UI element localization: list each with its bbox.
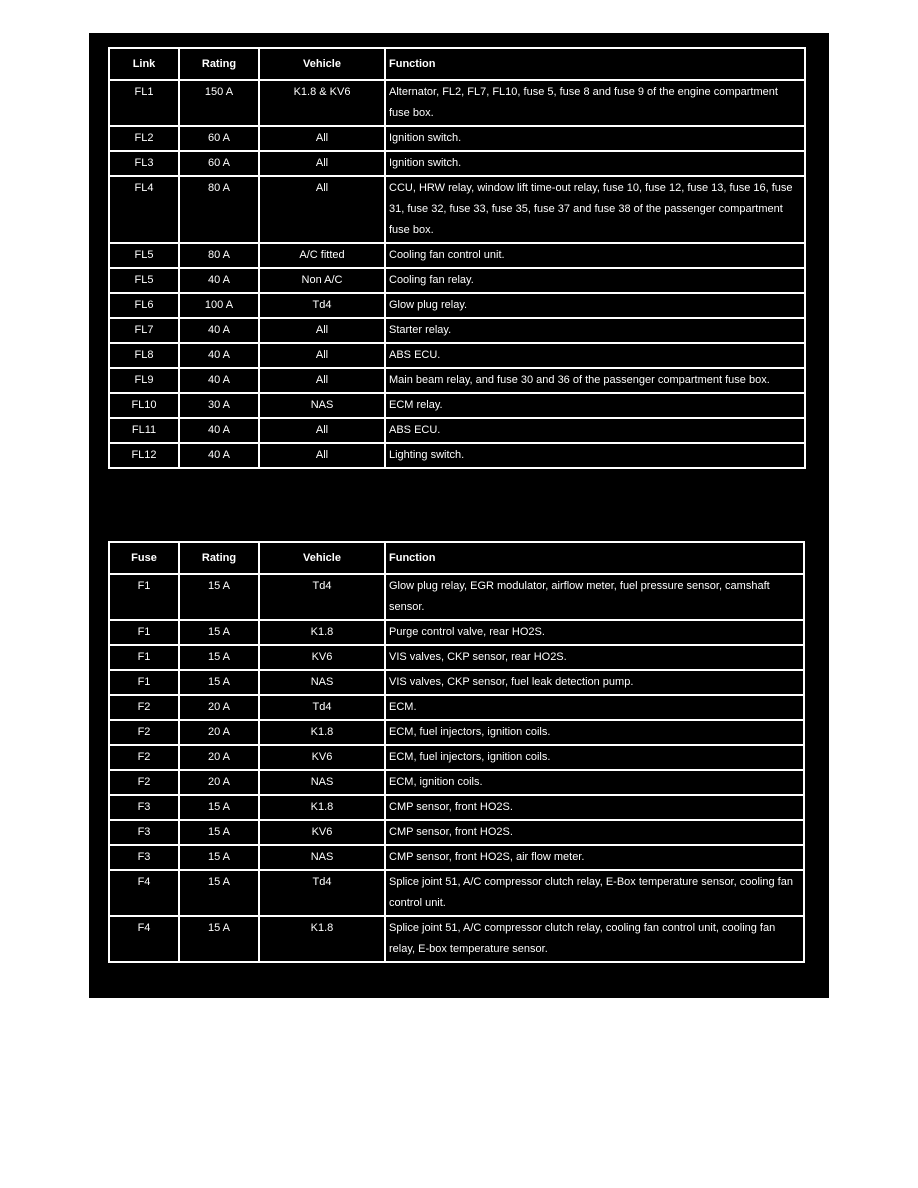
cell-rating: 15 A bbox=[179, 870, 259, 916]
cell-function: Glow plug relay. bbox=[385, 293, 805, 318]
cell-vehicle: KV6 bbox=[259, 745, 385, 770]
table-header-row bbox=[109, 542, 804, 574]
cell-vehicle: Td4 bbox=[259, 870, 385, 916]
cell-rating: 20 A bbox=[179, 745, 259, 770]
cell-id: F2 bbox=[109, 745, 179, 770]
cell-id: FL4 bbox=[109, 176, 179, 243]
cell-function: VIS valves, CKP sensor, rear HO2S. bbox=[385, 645, 804, 670]
cell-id: FL8 bbox=[109, 343, 179, 368]
cell-rating: 15 A bbox=[179, 916, 259, 962]
cell-function: Alternator, FL2, FL7, FL10, fuse 5, fuse 8 and fuse 9 of the engine compartment fuse box. bbox=[385, 80, 805, 126]
cell-id: FL5 bbox=[109, 268, 179, 293]
cell-vehicle: K1.8 bbox=[259, 795, 385, 820]
header-link: Link bbox=[109, 48, 179, 80]
cell-rating: 15 A bbox=[179, 820, 259, 845]
cell-vehicle: All bbox=[259, 443, 385, 468]
cell-rating: 15 A bbox=[179, 645, 259, 670]
cell-rating: 60 A bbox=[179, 126, 259, 151]
cell-rating: 15 A bbox=[179, 620, 259, 645]
cell-function: Purge control valve, rear HO2S. bbox=[385, 620, 804, 645]
cell-vehicle: Non A/C bbox=[259, 268, 385, 293]
cell-id: F2 bbox=[109, 720, 179, 745]
cell-id: FL9 bbox=[109, 368, 179, 393]
cell-id: FL7 bbox=[109, 318, 179, 343]
cell-vehicle: K1.8 bbox=[259, 620, 385, 645]
cell-id: F3 bbox=[109, 795, 179, 820]
cell-rating: 15 A bbox=[179, 574, 259, 620]
cell-function: Cooling fan relay. bbox=[385, 268, 805, 293]
header-rating: Rating bbox=[179, 48, 259, 80]
cell-vehicle: All bbox=[259, 176, 385, 243]
fuses-table-body bbox=[109, 574, 804, 962]
cell-rating: 80 A bbox=[179, 176, 259, 243]
cell-rating: 40 A bbox=[179, 268, 259, 293]
cell-id: F1 bbox=[109, 670, 179, 695]
cell-vehicle: Td4 bbox=[259, 574, 385, 620]
cell-rating: 30 A bbox=[179, 393, 259, 418]
cell-id: FL1 bbox=[109, 80, 179, 126]
table-row bbox=[109, 393, 805, 418]
cell-function: CMP sensor, front HO2S. bbox=[385, 820, 804, 845]
cell-rating: 20 A bbox=[179, 770, 259, 795]
table-row bbox=[109, 820, 804, 845]
cell-vehicle: K1.8 bbox=[259, 720, 385, 745]
cell-id: F4 bbox=[109, 870, 179, 916]
header-rating: Rating bbox=[179, 542, 259, 574]
cell-vehicle: All bbox=[259, 151, 385, 176]
cell-vehicle: NAS bbox=[259, 670, 385, 695]
cell-vehicle: Td4 bbox=[259, 695, 385, 720]
table-header-row bbox=[109, 48, 805, 80]
cell-rating: 20 A bbox=[179, 695, 259, 720]
table-row bbox=[109, 870, 804, 916]
table-row bbox=[109, 418, 805, 443]
cell-rating: 15 A bbox=[179, 670, 259, 695]
cell-function: CMP sensor, front HO2S. bbox=[385, 795, 804, 820]
cell-function: VIS valves, CKP sensor, fuel leak detection pump. bbox=[385, 670, 804, 695]
cell-id: F1 bbox=[109, 620, 179, 645]
cell-id: F2 bbox=[109, 770, 179, 795]
cell-function: ECM. bbox=[385, 695, 804, 720]
table-row bbox=[109, 368, 805, 393]
cell-function: Glow plug relay, EGR modulator, airflow meter, fuel pressure sensor, camshaft sensor. bbox=[385, 574, 804, 620]
cell-function: Main beam relay, and fuse 30 and 36 of the passenger compartment fuse box. bbox=[385, 368, 805, 393]
cell-id: FL3 bbox=[109, 151, 179, 176]
cell-id: FL6 bbox=[109, 293, 179, 318]
table-row bbox=[109, 318, 805, 343]
cell-id: FL12 bbox=[109, 443, 179, 468]
header-vehicle: Vehicle bbox=[259, 542, 385, 574]
cell-rating: 15 A bbox=[179, 845, 259, 870]
table-row bbox=[109, 620, 804, 645]
cell-function: Starter relay. bbox=[385, 318, 805, 343]
cell-vehicle: KV6 bbox=[259, 645, 385, 670]
cell-rating: 100 A bbox=[179, 293, 259, 318]
cell-id: FL5 bbox=[109, 243, 179, 268]
table-row bbox=[109, 695, 804, 720]
cell-rating: 150 A bbox=[179, 80, 259, 126]
cell-vehicle: NAS bbox=[259, 770, 385, 795]
cell-vehicle: NAS bbox=[259, 845, 385, 870]
table-row bbox=[109, 670, 804, 695]
cell-rating: 40 A bbox=[179, 318, 259, 343]
cell-rating: 40 A bbox=[179, 418, 259, 443]
cell-function: CMP sensor, front HO2S, air flow meter. bbox=[385, 845, 804, 870]
table-row bbox=[109, 645, 804, 670]
cell-function: Lighting switch. bbox=[385, 443, 805, 468]
cell-vehicle: A/C fitted bbox=[259, 243, 385, 268]
table-row bbox=[109, 80, 805, 126]
cell-id: F3 bbox=[109, 845, 179, 870]
cell-function: ECM, fuel injectors, ignition coils. bbox=[385, 720, 804, 745]
cell-vehicle: K1.8 bbox=[259, 916, 385, 962]
table-row bbox=[109, 176, 805, 243]
table-row bbox=[109, 574, 804, 620]
header-function: Function bbox=[385, 542, 804, 574]
cell-function: ECM, fuel injectors, ignition coils. bbox=[385, 745, 804, 770]
cell-rating: 40 A bbox=[179, 443, 259, 468]
cell-rating: 80 A bbox=[179, 243, 259, 268]
cell-function: ECM, ignition coils. bbox=[385, 770, 804, 795]
table-row bbox=[109, 720, 804, 745]
cell-id: F1 bbox=[109, 574, 179, 620]
cell-function: Ignition switch. bbox=[385, 151, 805, 176]
cell-id: FL10 bbox=[109, 393, 179, 418]
cell-vehicle: K1.8 & KV6 bbox=[259, 80, 385, 126]
cell-vehicle: All bbox=[259, 418, 385, 443]
cell-function: Ignition switch. bbox=[385, 126, 805, 151]
cell-vehicle: All bbox=[259, 318, 385, 343]
table-row bbox=[109, 845, 804, 870]
cell-function: ABS ECU. bbox=[385, 343, 805, 368]
cell-id: FL2 bbox=[109, 126, 179, 151]
cell-id: F3 bbox=[109, 820, 179, 845]
links-table-body bbox=[109, 80, 805, 468]
cell-function: Splice joint 51, A/C compressor clutch relay, E-Box temperature sensor, cooling fan control unit. bbox=[385, 870, 804, 916]
cell-rating: 60 A bbox=[179, 151, 259, 176]
links-table bbox=[108, 47, 806, 469]
cell-function: ABS ECU. bbox=[385, 418, 805, 443]
table-row bbox=[109, 268, 805, 293]
cell-function: Cooling fan control unit. bbox=[385, 243, 805, 268]
cell-id: F4 bbox=[109, 916, 179, 962]
table-row bbox=[109, 151, 805, 176]
table-row bbox=[109, 293, 805, 318]
cell-rating: 20 A bbox=[179, 720, 259, 745]
cell-rating: 15 A bbox=[179, 795, 259, 820]
fuses-table bbox=[108, 541, 805, 963]
cell-vehicle: NAS bbox=[259, 393, 385, 418]
header-vehicle: Vehicle bbox=[259, 48, 385, 80]
table-row bbox=[109, 795, 804, 820]
table-row bbox=[109, 916, 804, 962]
cell-vehicle: Td4 bbox=[259, 293, 385, 318]
cell-rating: 40 A bbox=[179, 368, 259, 393]
cell-rating: 40 A bbox=[179, 343, 259, 368]
header-fuse: Fuse bbox=[109, 542, 179, 574]
table-row bbox=[109, 243, 805, 268]
table-row bbox=[109, 443, 805, 468]
table-row bbox=[109, 126, 805, 151]
cell-vehicle: All bbox=[259, 126, 385, 151]
cell-vehicle: All bbox=[259, 368, 385, 393]
cell-vehicle: KV6 bbox=[259, 820, 385, 845]
cell-function: CCU, HRW relay, window lift time-out relay, fuse 10, fuse 12, fuse 13, fuse 16, fuse 31, fuse 32, fuse 33, fuse 35, fuse 37 and fuse 38 of the passenger compartment fuse box. bbox=[385, 176, 805, 243]
table-row bbox=[109, 745, 804, 770]
header-function: Function bbox=[385, 48, 805, 80]
cell-id: F2 bbox=[109, 695, 179, 720]
cell-function: ECM relay. bbox=[385, 393, 805, 418]
cell-vehicle: All bbox=[259, 343, 385, 368]
table-row bbox=[109, 343, 805, 368]
cell-id: FL11 bbox=[109, 418, 179, 443]
cell-function: Splice joint 51, A/C compressor clutch relay, cooling fan control unit, cooling fan relay, E-box temperature sensor. bbox=[385, 916, 804, 962]
table-row bbox=[109, 770, 804, 795]
cell-id: F1 bbox=[109, 645, 179, 670]
